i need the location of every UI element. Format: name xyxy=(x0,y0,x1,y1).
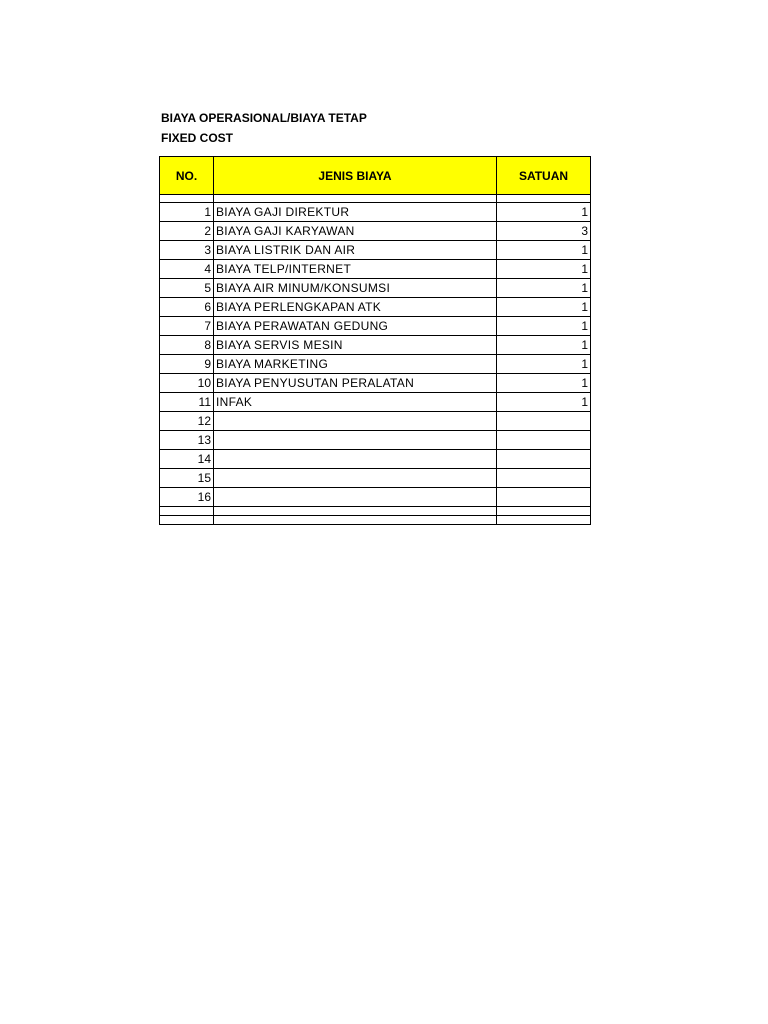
empty-cell xyxy=(160,507,214,516)
table-row xyxy=(160,412,591,431)
unit-cell: 1 xyxy=(497,298,591,317)
empty-cell xyxy=(214,507,497,516)
cost-type-cell: INFAK xyxy=(214,393,497,412)
spacer-row xyxy=(160,195,591,203)
cost-type-cell xyxy=(214,412,497,431)
cost-type-cell: BIAYA GAJI DIREKTUR xyxy=(214,203,497,222)
cost-type-cell: BIAYA SERVIS MESIN xyxy=(214,336,497,355)
table-row xyxy=(160,222,591,241)
row-number-cell: 14 xyxy=(160,450,214,469)
table-row xyxy=(160,450,591,469)
table-row xyxy=(160,355,591,374)
row-number-cell: 11 xyxy=(160,393,214,412)
cost-type-cell xyxy=(214,431,497,450)
unit-cell: 1 xyxy=(497,241,591,260)
header-jenis-biaya: JENIS BIAYA xyxy=(214,157,497,195)
table-row xyxy=(160,260,591,279)
table-row xyxy=(160,241,591,260)
unit-cell xyxy=(497,469,591,488)
document-subtitle: FIXED COST xyxy=(161,131,234,145)
empty-cell xyxy=(497,507,591,516)
cost-type-cell: BIAYA AIR MINUM/KONSUMSI xyxy=(214,279,497,298)
row-number-cell: 4 xyxy=(160,260,214,279)
unit-cell: 1 xyxy=(497,260,591,279)
row-number-cell: 7 xyxy=(160,317,214,336)
table-row xyxy=(160,393,591,412)
empty-cell xyxy=(497,516,591,525)
unit-cell: 1 xyxy=(497,336,591,355)
cost-type-cell xyxy=(214,469,497,488)
table-row xyxy=(160,336,591,355)
cost-type-cell: BIAYA LISTRIK DAN AIR xyxy=(214,241,497,260)
cost-type-cell: BIAYA TELP/INTERNET xyxy=(214,260,497,279)
table-row xyxy=(160,488,591,507)
row-number-cell: 13 xyxy=(160,431,214,450)
unit-cell: 3 xyxy=(497,222,591,241)
row-number-cell: 3 xyxy=(160,241,214,260)
table-row xyxy=(160,203,591,222)
table-row xyxy=(160,317,591,336)
cost-type-cell: BIAYA GAJI KARYAWAN xyxy=(214,222,497,241)
document-title: BIAYA OPERASIONAL/BIAYA TETAP xyxy=(161,111,367,125)
unit-cell xyxy=(497,412,591,431)
unit-cell xyxy=(497,431,591,450)
table-row xyxy=(160,431,591,450)
table-row xyxy=(160,279,591,298)
header-no: NO. xyxy=(160,157,214,195)
spacer-cell xyxy=(497,195,591,203)
cost-type-cell: BIAYA PENYUSUTAN PERALATAN xyxy=(214,374,497,393)
cost-type-cell xyxy=(214,488,497,507)
unit-cell: 1 xyxy=(497,374,591,393)
table-row xyxy=(160,469,591,488)
row-number-cell: 2 xyxy=(160,222,214,241)
table-body xyxy=(160,195,591,525)
empty-cell xyxy=(160,516,214,525)
row-number-cell: 15 xyxy=(160,469,214,488)
cost-type-cell: BIAYA MARKETING xyxy=(214,355,497,374)
row-number-cell: 1 xyxy=(160,203,214,222)
cost-type-cell xyxy=(214,450,497,469)
row-number-cell: 10 xyxy=(160,374,214,393)
table-row xyxy=(160,374,591,393)
unit-cell: 1 xyxy=(497,317,591,336)
cost-type-cell: BIAYA PERLENGKAPAN ATK xyxy=(214,298,497,317)
row-number-cell: 16 xyxy=(160,488,214,507)
unit-cell: 1 xyxy=(497,279,591,298)
unit-cell xyxy=(497,450,591,469)
empty-row xyxy=(160,507,591,516)
unit-cell: 1 xyxy=(497,355,591,374)
spacer-cell xyxy=(214,195,497,203)
table-row xyxy=(160,298,591,317)
row-number-cell: 5 xyxy=(160,279,214,298)
empty-cell xyxy=(214,516,497,525)
spacer-cell xyxy=(160,195,214,203)
row-number-cell: 6 xyxy=(160,298,214,317)
cost-type-cell: BIAYA PERAWATAN GEDUNG xyxy=(214,317,497,336)
table-header-row xyxy=(160,157,591,195)
fixed-cost-table xyxy=(159,156,591,525)
header-satuan: SATUAN xyxy=(497,157,591,195)
row-number-cell: 8 xyxy=(160,336,214,355)
unit-cell xyxy=(497,488,591,507)
row-number-cell: 9 xyxy=(160,355,214,374)
unit-cell: 1 xyxy=(497,203,591,222)
unit-cell: 1 xyxy=(497,393,591,412)
empty-row xyxy=(160,516,591,525)
row-number-cell: 12 xyxy=(160,412,214,431)
